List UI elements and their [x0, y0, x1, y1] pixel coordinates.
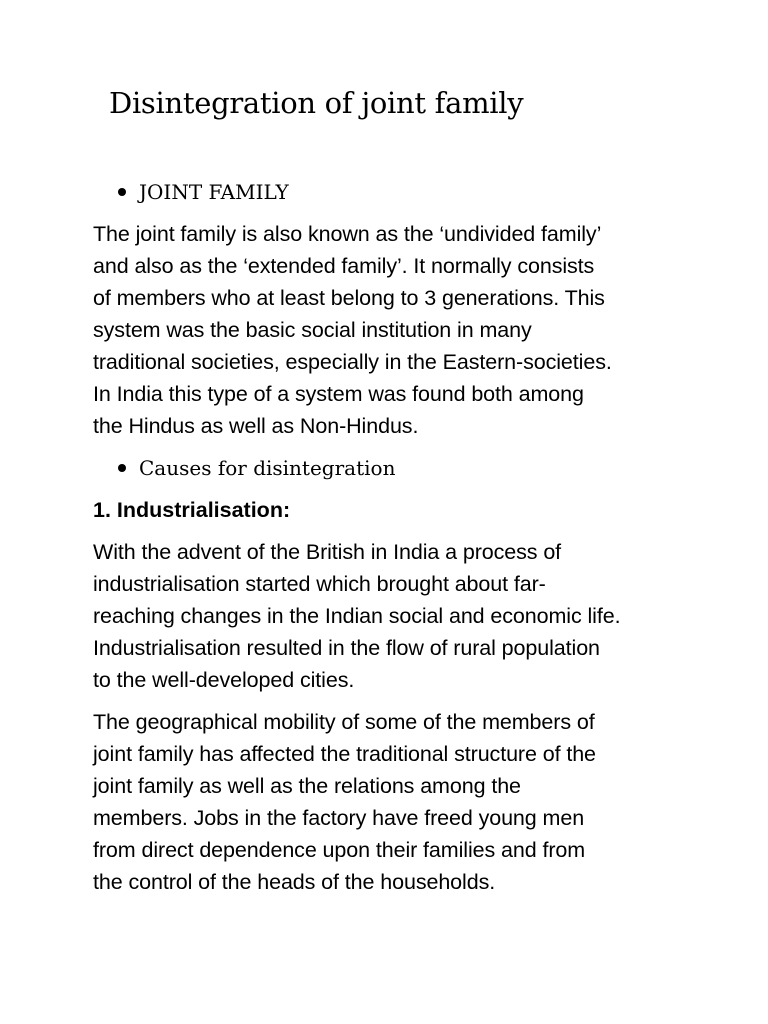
paragraph-line: Industrialisation resulted in the flow of rural population — [93, 636, 600, 660]
bullet-list-causes — [118, 456, 395, 480]
bullet-text-causes: Causes for disintegration — [139, 456, 396, 480]
paragraph-line: The joint family is also known as the ‘undivided family’ — [93, 222, 602, 246]
paragraph-line: reaching changes in the Indian social and economic life. — [93, 604, 621, 628]
paragraph-line: members. Jobs in the factory have freed young men — [93, 806, 585, 830]
paragraph-line: and also as the ‘extended family’. It normally consists — [93, 254, 595, 278]
paragraph-industrialisation — [93, 536, 693, 696]
paragraph-line: joint family as well as the relations among the — [93, 774, 521, 798]
bullet-item-joint-family — [118, 180, 289, 204]
paragraph-line: the Hindus as well as Non-Hindus. — [93, 414, 419, 438]
bullet-item-causes — [118, 456, 395, 480]
paragraph-line: With the advent of the British in India a process of — [93, 540, 562, 564]
paragraph-line: industrialisation started which brought about far- — [93, 572, 546, 596]
paragraph-line: In India this type of a system was found both among — [93, 382, 584, 406]
bullet-dot-icon — [118, 188, 126, 196]
paragraph-line: joint family has affected the traditional structure of the — [93, 742, 596, 766]
paragraph-geographical-mobility — [93, 706, 693, 898]
paragraph-line: system was the basic social institution in many — [93, 318, 532, 342]
paragraph-joint-family-definition — [93, 218, 693, 442]
bullet-text-joint-family: JOINT FAMILY — [139, 180, 289, 204]
paragraph-line: from direct dependence upon their families and from — [93, 838, 586, 862]
paragraph-line: of members who at least belong to 3 generations. This — [93, 286, 605, 310]
paragraph-line: to the well-developed cities. — [93, 668, 355, 692]
paragraph-line: traditional societies, especially in the Eastern-societies. — [93, 350, 612, 374]
bullet-list-joint-family — [118, 180, 289, 204]
page-title: Disintegration of joint family — [109, 86, 524, 120]
section-heading-industrialisation: 1. Industrialisation: — [93, 498, 291, 522]
paragraph-line: the control of the heads of the households. — [93, 870, 496, 894]
bullet-dot-icon — [118, 464, 126, 472]
paragraph-line: The geographical mobility of some of the members of — [93, 710, 595, 734]
